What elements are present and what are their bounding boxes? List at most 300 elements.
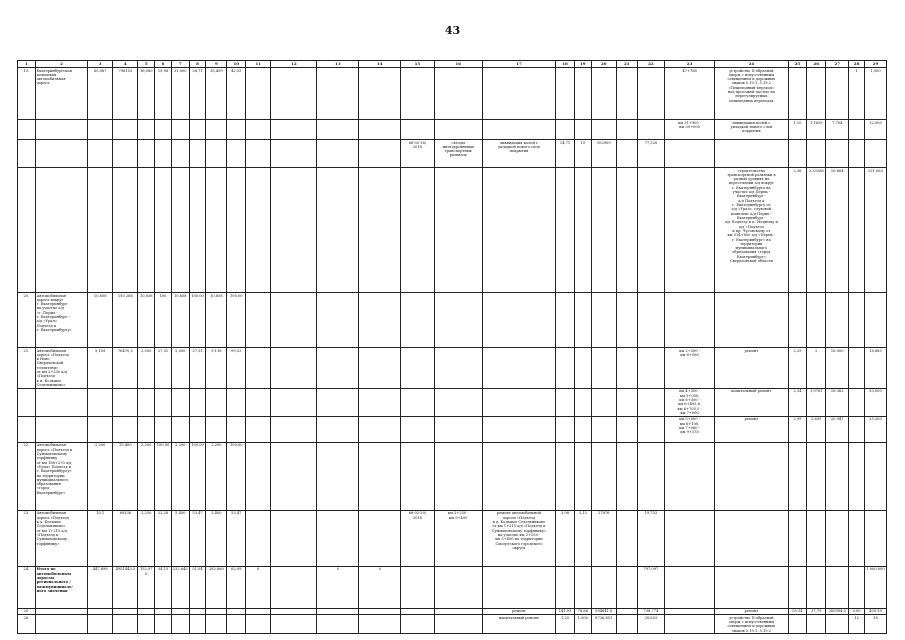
cell-col-9: [206, 168, 227, 293]
cell-col-5: 16,080: [138, 68, 155, 120]
cell-col-7: [171, 388, 189, 416]
cell-col-9: 282,860: [206, 566, 227, 608]
cell-col-3: [88, 140, 113, 168]
cell-col-2: [35, 140, 87, 168]
cell-col-28: [849, 566, 865, 608]
cell-col-21: [616, 140, 637, 168]
cell-col-12: [271, 348, 317, 389]
cell-col-21: [616, 120, 637, 140]
cell-col-18: 3,98: [556, 510, 575, 566]
cell-col-24: ликвидация колей с укладкой нового слоя покрытия: [715, 120, 788, 140]
cell-col-6: 19,98: [155, 68, 172, 120]
cell-col-24: строительство транспортной развязки в разных уровнях на пересечении а/д вокруг г. Екатеринбурга на участке а/д Пермь - Екатеринбург - а/д Подъезд к г. Екатеринбургу от а/д «Урал», глуховой комплекс а/д Пермь - Екатеринбург - а/д Подъезд к п. Медному и а/д «Подъезд к пр. Чусовскому от км 314+650 а/д «Пермь - г. Екатеринбург» на территории муниципального образования «город Екатеринбург» Свердловской области: [715, 168, 788, 293]
cell-col-5: 152,970: [138, 566, 155, 608]
column-header-6: 6: [155, 61, 172, 68]
cell-col-16: км 2+250 - км 5+400: [434, 510, 482, 566]
cell-col-7: 2,500: [171, 348, 189, 389]
cell-col-21: [616, 442, 637, 510]
cell-col-7: [171, 140, 189, 168]
cell-col-5: 10,858: [138, 293, 155, 348]
cell-col-27: 20 947: [826, 416, 849, 442]
cell-col-15: 66-02-20/ 2018: [401, 510, 435, 566]
cell-col-20: [591, 416, 616, 442]
table-row: [18, 566, 887, 608]
cell-col-22: [637, 120, 664, 140]
cell-col-2: Автомобильная дорога «Подъезд к д. Большое Седельниково» от км 1+215 а/д «Подъезд к Суммановскому торфянику»: [35, 510, 87, 566]
cell-col-6: [155, 615, 172, 634]
cell-col-20: [591, 68, 616, 120]
cell-col-5: 2,250: [138, 510, 155, 566]
column-header-2: 2: [35, 61, 87, 68]
cell-col-1: 24.: [18, 566, 36, 608]
cell-col-5: [138, 615, 155, 634]
cell-col-15: [401, 120, 435, 140]
cell-col-4: [113, 615, 138, 634]
column-header-21: 21: [616, 61, 637, 68]
page-number: 43: [444, 24, 461, 37]
cell-col-24: ремонт: [715, 608, 788, 614]
cell-col-26: 3,33288: [807, 168, 826, 293]
cell-col-24: [715, 566, 788, 608]
cell-col-7: [171, 168, 189, 293]
data-table: [17, 60, 887, 634]
cell-col-23: [664, 168, 714, 293]
cell-col-17: [482, 348, 555, 389]
cell-col-9: [206, 140, 227, 168]
cell-col-25: 1,10: [788, 120, 807, 140]
cell-col-17: [482, 293, 555, 348]
cell-col-9: 5,400: [206, 510, 227, 566]
cell-col-12: [271, 510, 317, 566]
cell-col-7: [171, 120, 189, 140]
cell-col-25: [788, 510, 807, 566]
cell-col-22: [637, 416, 664, 442]
cell-col-10: [227, 120, 246, 140]
cell-col-3: [88, 388, 113, 416]
cell-col-9: [206, 615, 227, 634]
cell-col-23: 47+788: [664, 68, 714, 120]
cell-col-4: 69336: [113, 510, 138, 566]
cell-col-21: [616, 168, 637, 293]
cell-col-10: 100,00: [227, 293, 246, 348]
cell-col-27: 16 000: [826, 348, 849, 389]
cell-col-13: [317, 120, 359, 140]
table-row: [18, 293, 887, 348]
cell-col-13: [317, 615, 359, 634]
cell-col-8: 53,47: [189, 510, 206, 566]
cell-col-15: [401, 293, 435, 348]
cell-col-18: 14,71: [556, 140, 575, 168]
cell-col-1: [18, 388, 36, 416]
cell-col-2: [35, 416, 87, 442]
column-header-1: 1: [18, 61, 36, 68]
column-header-5: 5: [138, 61, 155, 68]
column-header-19: 19: [574, 61, 591, 68]
cell-col-25: 2,36: [788, 168, 807, 293]
column-header-18: 18: [556, 61, 575, 68]
cell-col-13: [317, 388, 359, 416]
cell-col-23: [664, 293, 714, 348]
cell-col-29: 231,063: [864, 168, 886, 293]
cell-col-15: [401, 566, 435, 608]
cell-col-12: [271, 388, 317, 416]
cell-col-22: 77,328: [637, 140, 664, 168]
cell-col-14: [359, 140, 401, 168]
cell-col-27: [826, 68, 849, 120]
cell-col-18: [556, 388, 575, 416]
cell-col-18: [556, 68, 575, 120]
cell-col-8: 100,00: [189, 442, 206, 510]
cell-col-26: [807, 615, 826, 634]
cell-col-8: 100,00: [189, 293, 206, 348]
cell-col-14: [359, 388, 401, 416]
cell-col-18: [556, 120, 575, 140]
cell-col-8: [189, 388, 206, 416]
cell-col-29: [864, 510, 886, 566]
cell-col-4: [113, 120, 138, 140]
cell-col-26: [807, 68, 826, 120]
cell-col-2: Автомобильная дорога вокруг г. Екатеринбург на участке а/д «г. Пермь - г. Екатеринбург - а/д «Урал» Подъезд к г. Екатеринбургу»: [35, 293, 87, 348]
cell-col-25: [788, 140, 807, 168]
cell-col-7: 2,200: [171, 442, 189, 510]
cell-col-14: 0: [359, 566, 401, 608]
cell-col-28: [849, 293, 865, 348]
cell-col-28: [849, 510, 865, 566]
cell-col-19: 3,15: [574, 510, 591, 566]
cell-col-14: [359, 120, 401, 140]
cell-col-13: [317, 510, 359, 566]
cell-col-7: 5,400: [171, 510, 189, 566]
cell-col-27: 16 664: [826, 168, 849, 293]
cell-col-1: 26.: [18, 615, 36, 634]
column-number-row: [18, 61, 887, 68]
column-header-25: 25: [788, 61, 807, 68]
cell-col-22: 797,097: [637, 566, 664, 608]
cell-col-12: [271, 615, 317, 634]
cell-col-10: [227, 416, 246, 442]
cell-col-28: 1: [849, 68, 865, 120]
cell-col-27: [826, 510, 849, 566]
cell-col-24: [715, 293, 788, 348]
column-header-20: 20: [591, 61, 616, 68]
cell-col-14: [359, 168, 401, 293]
cell-col-16: [434, 348, 482, 389]
column-header-22: 22: [637, 61, 664, 68]
table-row: [18, 120, 887, 140]
cell-col-24: ремонт: [715, 416, 788, 442]
cell-col-6: [155, 388, 172, 416]
cell-col-3: [88, 120, 113, 140]
cell-col-20: [591, 566, 616, 608]
cell-col-22: [637, 442, 664, 510]
cell-col-27: [826, 140, 849, 168]
cell-col-29: [864, 140, 886, 168]
cell-col-28: [849, 416, 865, 442]
column-header-8: 8: [189, 61, 206, 68]
cell-col-22: [637, 293, 664, 348]
cell-col-24: ремонт: [715, 348, 788, 389]
column-header-9: 9: [206, 61, 227, 68]
cell-col-21: [616, 68, 637, 120]
cell-col-18: [556, 348, 575, 389]
cell-col-19: [574, 566, 591, 608]
column-header-29: 29: [864, 61, 886, 68]
cell-col-12: [271, 566, 317, 608]
cell-col-15: [401, 615, 435, 634]
cell-col-13: [317, 68, 359, 120]
cell-col-25: 2,99: [788, 416, 807, 442]
cell-col-19: [574, 120, 591, 140]
cell-col-4: [113, 168, 138, 293]
cell-col-21: [616, 416, 637, 442]
table-row: [18, 388, 887, 416]
cell-col-12: [271, 68, 317, 120]
cell-col-18: [556, 442, 575, 510]
cell-col-29: [864, 442, 886, 510]
cell-col-15: [401, 416, 435, 442]
cell-col-19: [574, 388, 591, 416]
cell-col-4: 76470,5: [113, 348, 138, 389]
cell-col-19: [574, 68, 591, 120]
cell-col-11: [246, 120, 271, 140]
cell-col-1: [18, 416, 36, 442]
cell-col-21: [616, 615, 637, 634]
cell-col-7: 10,858: [171, 293, 189, 348]
cell-col-5: [138, 168, 155, 293]
cell-col-4: 193 286: [113, 293, 138, 348]
cell-col-20: [591, 442, 616, 510]
cell-col-6: 22,28: [155, 510, 172, 566]
cell-col-20: [591, 348, 616, 389]
cell-col-6: 27,31: [155, 348, 172, 389]
cell-col-12: [271, 442, 317, 510]
cell-col-1: [18, 140, 36, 168]
cell-col-3: 10,858: [88, 293, 113, 348]
cell-col-19: [574, 293, 591, 348]
cell-col-26: [807, 566, 826, 608]
cell-col-1: 22.: [18, 442, 36, 510]
column-header-27: 27: [826, 61, 849, 68]
cell-col-20: [591, 293, 616, 348]
cell-col-3: [88, 168, 113, 293]
cell-col-17: ликвидация колей с укладкой нового слоя покрытия: [482, 140, 555, 168]
column-header-23: 23: [664, 61, 714, 68]
cell-col-27: [826, 615, 849, 634]
cell-col-25: 2,34: [788, 388, 807, 416]
cell-col-10: 42,55: [227, 68, 246, 120]
cell-col-13: [317, 416, 359, 442]
cell-col-23: [664, 442, 714, 510]
cell-col-8: [189, 140, 206, 168]
cell-col-18: 141,09: [556, 608, 575, 614]
cell-col-13: [317, 140, 359, 168]
cell-col-15: [401, 68, 435, 120]
cell-col-14: [359, 293, 401, 348]
cell-col-22: 19,753: [637, 510, 664, 566]
table-row: [18, 168, 887, 293]
cell-col-3: 9,159: [88, 348, 113, 389]
cell-col-21: [616, 566, 637, 608]
cell-col-18: [556, 416, 575, 442]
cell-col-23: км 4+300 - км 5+000, км 6+300 - км 6+495,6, км 6+705,5 - км 7+060: [664, 388, 714, 416]
cell-col-14: [359, 68, 401, 120]
cell-col-24: устройство П-образной опоры с искусственным освещением и дорожных знаков 5.19.1, 5.19.2 «Пешеходный переход» над проезжей частью на нерегулируемых пешеходных переходах: [715, 68, 788, 120]
cell-col-17: ремонт: [482, 608, 555, 614]
cell-col-2: Автомобильная дорога «Подъезд к Ново- Свердловской тэлэцтэнц» от км 2+230 к/д «Подъезд к п. Большое Седельниково»: [35, 348, 87, 389]
cell-col-28: 12: [849, 615, 865, 634]
column-header-28: 28: [849, 61, 865, 68]
cell-col-18: [556, 566, 575, 608]
column-header-3: 3: [88, 61, 113, 68]
cell-col-4: [113, 140, 138, 168]
cell-col-24: [715, 140, 788, 168]
cell-col-16: [434, 615, 482, 634]
column-header-15: 15: [401, 61, 435, 68]
cell-col-9: [206, 416, 227, 442]
cell-col-1: 23.: [18, 510, 36, 566]
cell-col-26: [807, 293, 826, 348]
column-header-7: 7: [171, 61, 189, 68]
cell-col-10: 100,00: [227, 442, 246, 510]
cell-col-12: [271, 293, 317, 348]
cell-col-13: [317, 348, 359, 389]
cell-col-19: 78,68: [574, 608, 591, 614]
cell-col-29: 53,000: [864, 388, 886, 416]
cell-col-8: 51,94: [189, 566, 206, 608]
cell-col-14: [359, 442, 401, 510]
cell-col-11: [246, 293, 271, 348]
cell-col-10: [227, 388, 246, 416]
column-header-16: 16: [434, 61, 482, 68]
cell-col-26: [807, 510, 826, 566]
cell-col-17: [482, 68, 555, 120]
column-header-26: 26: [807, 61, 826, 68]
column-header-17: 17: [482, 61, 555, 68]
cell-col-22: 28,853: [637, 615, 664, 634]
cell-col-23: км 5+000 - км 6+100, км 7+060 - км 9+155: [664, 416, 714, 442]
cell-col-20: 27876: [591, 510, 616, 566]
cell-col-18: [556, 168, 575, 293]
cell-col-16: [434, 168, 482, 293]
cell-col-6: [155, 140, 172, 168]
cell-col-12: [271, 140, 317, 168]
cell-col-29: 25,200: [864, 416, 886, 442]
cell-col-26: 2: [807, 348, 826, 389]
cell-col-9: 35,499: [206, 68, 227, 120]
column-header-13: 13: [317, 61, 359, 68]
cell-col-1: 20.: [18, 293, 36, 348]
cell-col-11: [246, 615, 271, 634]
cell-col-5: [138, 388, 155, 416]
cell-col-20: 102909: [591, 140, 616, 168]
cell-col-15: [401, 442, 435, 510]
cell-col-12: [271, 416, 317, 442]
cell-col-16: съезды многоуровневых транспортных развязок: [434, 140, 482, 168]
cell-col-25: [788, 293, 807, 348]
cell-col-11: [246, 68, 271, 120]
column-header-24: 24: [715, 61, 788, 68]
cell-col-25: [788, 68, 807, 120]
cell-col-5: 2,200: [138, 442, 155, 510]
cell-col-8: [189, 120, 206, 140]
cell-col-11: [246, 388, 271, 416]
cell-col-2: Екатеринбургская кольцевая автомобильная дорога: [35, 68, 87, 120]
cell-col-1: 19.: [18, 68, 36, 120]
cell-col-19: [574, 168, 591, 293]
cell-col-7: 31,000: [171, 68, 189, 120]
cell-col-11: [246, 442, 271, 510]
cell-col-23: [664, 566, 714, 608]
cell-col-2: Итого по автомобильным дорогам регионального / межмуниципаль- ного значения: [35, 566, 87, 608]
cell-col-8: [189, 615, 206, 634]
cell-col-24: [715, 442, 788, 510]
table-row: [18, 510, 887, 566]
cell-col-7: [171, 615, 189, 634]
cell-col-14: [359, 348, 401, 389]
cell-col-26: [807, 140, 826, 168]
table-row: [18, 442, 887, 510]
cell-col-21: [616, 348, 637, 389]
cell-col-23: км 2+500 - км 6+560: [664, 348, 714, 389]
cell-col-12: [271, 120, 317, 140]
cell-col-15: [401, 168, 435, 293]
cell-col-10: 62,99: [227, 566, 246, 608]
column-header-4: 4: [113, 61, 138, 68]
cell-col-26: 37,79: [807, 608, 826, 614]
cell-col-17: [482, 120, 555, 140]
cell-col-11: [246, 348, 271, 389]
cell-col-16: [434, 120, 482, 140]
cell-col-28: 0,00: [849, 608, 865, 614]
cell-col-29: 1,500: [864, 68, 886, 120]
cell-col-17: ремонт автомобильной дороги «Подъезд к д. Большое Седельниково от км 1+215 а/д «Подъезд к Суммановскому торфянику» на участке км 2+250 - км 5+400 на территории Сысертского городского округа: [482, 510, 555, 566]
cell-col-5: [138, 140, 155, 168]
cell-col-10: [227, 140, 246, 168]
cell-col-8: [189, 416, 206, 442]
cell-col-16: [434, 442, 482, 510]
cell-col-13: 0: [317, 566, 359, 608]
cell-col-29: 12,000: [864, 120, 886, 140]
cell-col-28: [849, 388, 865, 416]
cell-col-17: [482, 388, 555, 416]
cell-col-7: [171, 416, 189, 442]
cell-col-23: [664, 140, 714, 168]
cell-col-16: [434, 68, 482, 120]
cell-col-17: капитальный ремонт: [482, 615, 555, 634]
cell-col-5: 2,500: [138, 348, 155, 389]
cell-col-1: 21.: [18, 348, 36, 389]
cell-col-17: [482, 442, 555, 510]
cell-col-14: [359, 615, 401, 634]
cell-col-6: 100: [155, 293, 172, 348]
cell-col-25: [788, 615, 807, 634]
cell-col-5: [138, 416, 155, 442]
cell-col-4: [113, 388, 138, 416]
cell-col-4: 796153: [113, 68, 138, 120]
cell-col-28: [849, 348, 865, 389]
cell-col-20: [591, 388, 616, 416]
cell-col-4: [113, 416, 138, 442]
cell-col-2: [35, 120, 87, 140]
cell-col-7: 232,645: [171, 566, 189, 608]
cell-col-16: [434, 416, 482, 442]
cell-col-19: [574, 442, 591, 510]
cell-col-15: [401, 348, 435, 389]
cell-col-6: [155, 416, 172, 442]
cell-col-3: 2,200: [88, 442, 113, 510]
cell-col-15: [401, 388, 435, 416]
cell-col-22: [637, 68, 664, 120]
